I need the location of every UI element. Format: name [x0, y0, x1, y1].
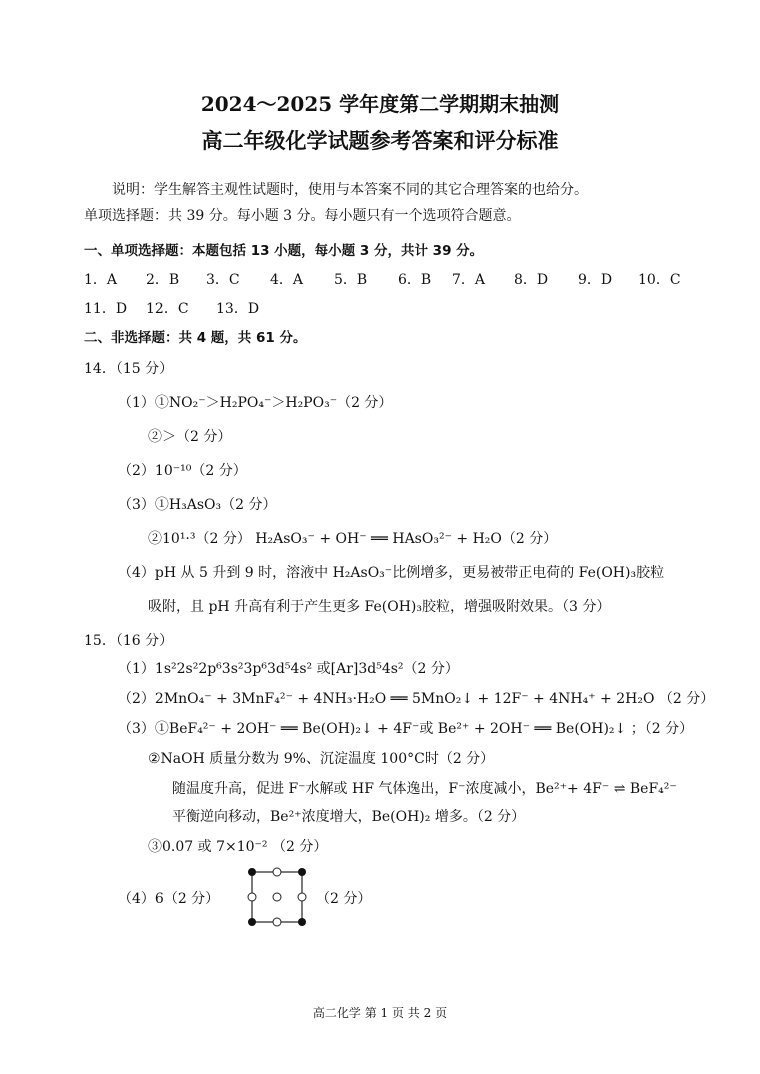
answer-item: 5．B — [334, 272, 368, 288]
q15-part3a: （3）①BeF₄²⁻ + 2OH⁻ ══ Be(OH)₂↓ + 4F⁻或 Be²⁺ + 2OH⁻ ══ Be(OH)₂↓ ；（2 分） — [118, 721, 694, 737]
q15-part3e: ③0.07 或 7×10⁻² （2 分） — [148, 839, 328, 855]
q14-part1b: ②＞（2 分） — [148, 429, 232, 445]
page-title: 2024～2025 学年度第二学期期末抽测 — [200, 92, 560, 116]
q15-part4-score: （2 分） — [316, 891, 372, 907]
q15-part3b: ②NaOH 质量分数为 9%、沉淀温度 100°C时（2 分） — [148, 751, 495, 767]
filled-atom — [298, 868, 306, 876]
answer-item: 3．C — [206, 272, 240, 288]
q14-part3b: ②10¹·³（2 分） H₂AsO₃⁻ + OH⁻ ══ HAsO₃²⁻ + H₂O（2 分） — [148, 531, 558, 547]
hollow-atom — [248, 893, 256, 901]
answer-item: 8．D — [514, 272, 549, 288]
q14-part1a: （1）①NO₂⁻＞H₂PO₄⁻＞H₂PO₃⁻（2 分） — [118, 395, 393, 411]
answer-item: 2．B — [146, 272, 180, 288]
answer-item: 6．B — [398, 272, 432, 288]
hollow-atom — [273, 893, 281, 901]
q15-part4-label: （4）6（2 分） — [118, 891, 220, 907]
q14-heading: 14．（15 分） — [84, 361, 174, 377]
filled-atom — [298, 918, 306, 926]
q15-part1: （1）1s²2s²2p⁶3s²3p⁶3d⁵4s² 或[Ar]3d⁵4s²（2 分） — [118, 661, 459, 677]
filled-atom — [248, 868, 256, 876]
answer-item: 9．D — [578, 272, 613, 288]
answer-item: 12．C — [146, 301, 189, 317]
q14-part4b: 吸附，且 pH 升高有利于产生更多 Fe(OH)₃胶粒，增强吸附效果。（3 分） — [148, 599, 611, 615]
q15-heading: 15．（16 分） — [84, 633, 174, 649]
hollow-atom — [298, 893, 306, 901]
page-footer: 高二化学 第 1 页 共 2 页 — [312, 1006, 448, 1020]
answer-item: 13．D — [216, 301, 260, 317]
q15-part3d: 平衡逆向移动，Be²⁺浓度增大，Be(OH)₂ 增多。（2 分） — [172, 809, 526, 825]
q14-part4a: （4）pH 从 5 升到 9 时，溶液中 H₂AsO₃⁻比例增多，更易被带正电荷的 Fe(OH)₃胶粒 — [118, 565, 665, 581]
answer-item: 1．A — [84, 272, 118, 288]
grading-note: 说明：学生解答主观性试题时，使用与本答案不同的其它合理答案的也给分。 — [112, 182, 588, 198]
hollow-atom — [273, 868, 281, 876]
q14-part3a: （3）①H₃AsO₃（2 分） — [118, 497, 277, 513]
hollow-atom — [273, 918, 281, 926]
answer-item: 10．C — [638, 272, 681, 288]
q15-part3c: 随温度升高，促进 F⁻水解或 HF 气体逸出，F⁻浓度减小，Be²⁺+ 4F⁻ ⇌ BeF₄²⁻ — [172, 781, 677, 797]
section1-heading: 一、单项选择题：本题包括 13 小题，每小题 3 分，共计 39 分。 — [84, 243, 484, 259]
answer-item: 4．A — [270, 272, 304, 288]
q15-part2: （2）2MnO₄⁻ + 3MnF₄²⁻ + 4NH₃·H₂O ══ 5MnO₂↓ + 12F⁻ + 4NH₄⁺ + 2H₂O （2 分） — [118, 691, 715, 707]
crystal-cell-diagram — [244, 864, 314, 930]
answer-item: 7．A — [452, 272, 486, 288]
single-choice-note: 单项选择题：共 39 分。每小题 3 分。每小题只有一个选项符合题意。 — [84, 208, 521, 224]
filled-atom — [248, 918, 256, 926]
page-subtitle: 高二年级化学试题参考答案和评分标准 — [201, 128, 559, 153]
section2-heading: 二、非选择题：共 4 题，共 61 分。 — [84, 330, 307, 346]
answer-item: 11．D — [84, 301, 128, 317]
q14-part2: （2）10⁻¹⁰（2 分） — [118, 463, 247, 479]
